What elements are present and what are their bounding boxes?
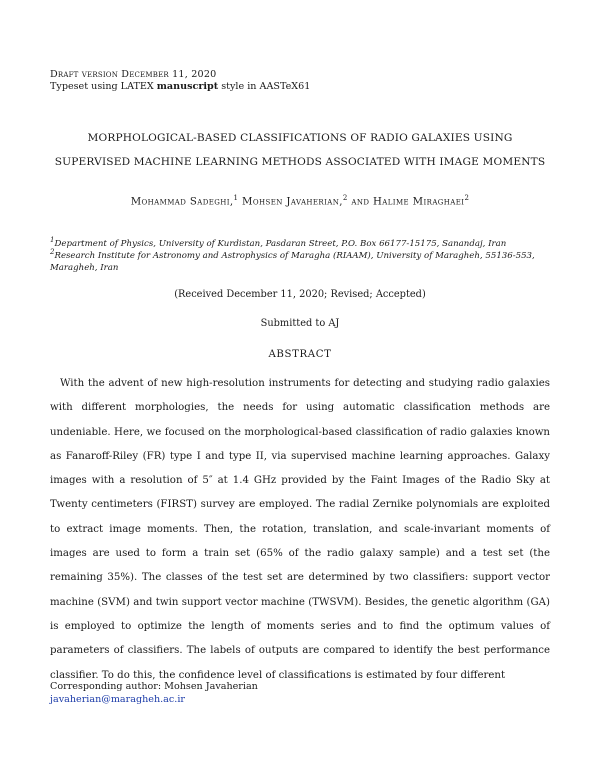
typeset-suffix: style in AASTeX61 [221, 81, 311, 92]
submitted-line: Submitted to AJ [260, 318, 340, 329]
corresponding-author-email[interactable]: javaherian@maragheh.ac.ir [50, 694, 185, 705]
affiliation-1-number: 1 [50, 236, 55, 244]
author-3-affiliation: 2 [464, 194, 470, 202]
latex-logo-text: ATEX [127, 81, 154, 92]
author-list [40, 194, 560, 207]
author-2-affiliation: 2 [342, 194, 348, 202]
abstract-heading: ABSTRACT [268, 349, 332, 360]
typeset-prefix: Typeset using L [50, 81, 128, 92]
draft-version-line: Draft version December 11, 2020 [50, 69, 217, 80]
author-1-affiliation: 1 [233, 194, 239, 202]
affiliation-2-text: Research Institute for Astronomy and Astrophysics of Maragha (RIAAM), University of Maragheh, 55136-553, Maragheh, Iran [50, 250, 535, 273]
affiliation-1-text: Department of Physics, University of Kurdistan, Pasdaran Street, P.O. Box 66177-15175, Sanandaj, Iran [54, 238, 507, 249]
author-conjunction: and [351, 196, 370, 208]
author-3: Halime Miraghaei [373, 196, 465, 208]
affiliation-2 [50, 246, 550, 274]
author-1: Mohammad Sadeghi, [130, 196, 234, 208]
title-line-1: MORPHOLOGICAL-BASED CLASSIFICATIONS OF RADIO GALAXIES USING [87, 132, 513, 144]
corresponding-author: Corresponding author: Mohsen Javaherian [50, 681, 258, 692]
author-2: Mohsen Javaherian, [242, 196, 343, 208]
affiliation-2-number: 2 [50, 248, 55, 256]
typeset-line [50, 81, 310, 93]
abstract-body: With the advent of new high-resolution instruments for detecting and studying radio galaxies with different morphologies, the needs for using automatic classification methods are undeniable. Here, we focused on the morphological-based classification of radio galaxies known as Fanaroff-Riley (FR) type I and type II, via supervised machine learning approaches. Galaxy images with a resolution of 5″ at 1.4 GHz provided by the Faint Images of the Radio Sky at Twenty centimeters (FIRST) survey are employed. The radial Zernike polynomials are exploited to extract image moments. Then, the rotation, translation, and scale-invariant moments of images are used to form a train set (65% of the radio galaxy sample) and a test set (the remaining 35%). The classes of the test set are determined by two classifiers: support vector machine (SVM) and twin support vector machine (TWSVM). Besides, the genetic algorithm (GA) is employed to optimize the length of moments series and to find the optimum values of parameters of classifiers. The labels of outputs are compared to identify the best performance classifier. To do this, the confidence level of classifications is estimated by four different [50, 378, 550, 681]
typeset-manuscript: manuscript [156, 81, 219, 92]
paper-title [40, 126, 560, 174]
received-line: (Received December 11, 2020; Revised; Accepted) [174, 289, 426, 300]
title-line-2: SUPERVISED MACHINE LEARNING METHODS ASSOCIATED WITH IMAGE MOMENTS [54, 156, 546, 168]
